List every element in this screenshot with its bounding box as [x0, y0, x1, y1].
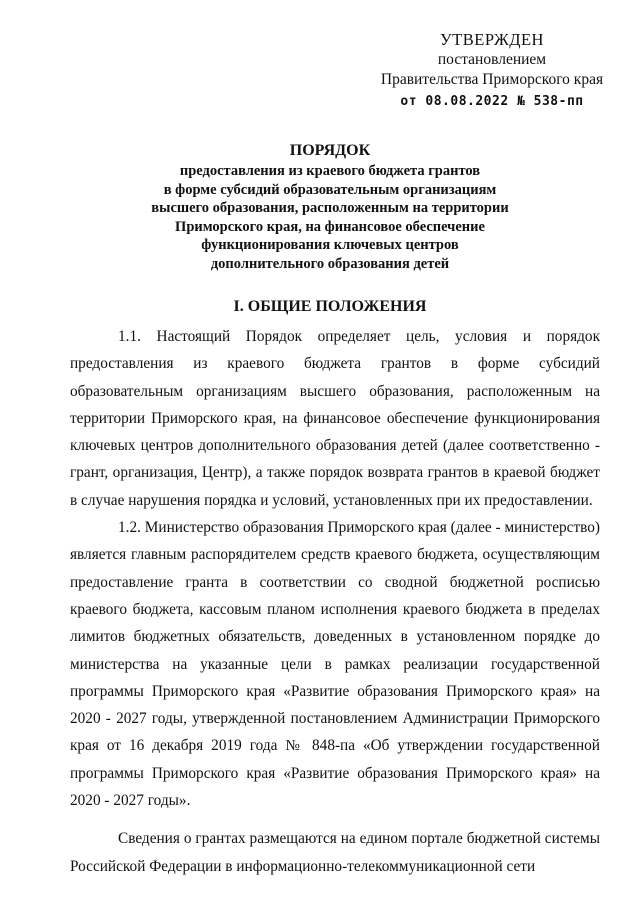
- title-line: в форме субсидий образовательным организациям: [163, 181, 497, 198]
- paragraph-1-1: 1.1. Настоящий Порядок определяет цель, условия и порядок предоставления из краевого бюджета грантов в форме субсидий образовательным организациям высшего образования, расположенным на территории Приморского края, на финансовое обеспечение функционирования ключевых центров дополнительного образования детей (далее соответственно - грант, организация, Центр), а также порядок возврата грантов в краевой бюджет в случае нарушения порядка и условий, установленных при их предоставлении.: [70, 328, 600, 509]
- paragraph-grant-info: Сведения о грантах размещаются на едином портале бюджетной системы Российской Федерации в информационно-телекоммуникационной сети: [70, 830, 600, 875]
- title-line: функционирования ключевых центров: [201, 237, 459, 253]
- approval-heading: УТВЕРЖДЕН: [440, 30, 544, 49]
- document-title: [70, 140, 590, 273]
- title-main: ПОРЯДОК: [289, 142, 371, 159]
- title-line: высшего образования, расположенным на территории: [151, 200, 509, 216]
- approval-government: Правительства Приморского края: [380, 71, 604, 88]
- approval-date-number-stamp: от 08.08.2022 № 538-пп: [400, 94, 584, 109]
- section-heading: I. ОБЩИЕ ПОЛОЖЕНИЯ: [233, 298, 427, 315]
- title-line: предоставления из краевого бюджета грантов: [179, 163, 481, 179]
- paragraph-1-2: 1.2. Министерство образования Приморского края (далее - министерство) является главным распорядителем средств краевого бюджета, осуществляющим предоставление гранта в соответствии со сводной бюджетной росписью краевого бюджета, кассовым планом исполнения краевого бюджета в пределах лимитов бюджетных обязательств, доведенных в установленном порядке до министерства на указанные цели в рамках реализации государственной программы Приморского края «Развитие образования Приморского края» на 2020 - 2027 годы, утвержденной постановлением Администрации Приморского края от 16 декабря 2019 года № 848-па «Об утверждении государственной программы Приморского края «Развитие образования Приморского края» на 2020 - 2027 годы».: [70, 519, 600, 810]
- title-line: дополнительного образования детей: [210, 255, 450, 272]
- title-line: Приморского края, на финансовое обеспечение: [175, 218, 485, 235]
- approval-block: [372, 30, 612, 112]
- approval-by-decree: постановлением: [437, 51, 547, 68]
- section-body: [70, 323, 600, 880]
